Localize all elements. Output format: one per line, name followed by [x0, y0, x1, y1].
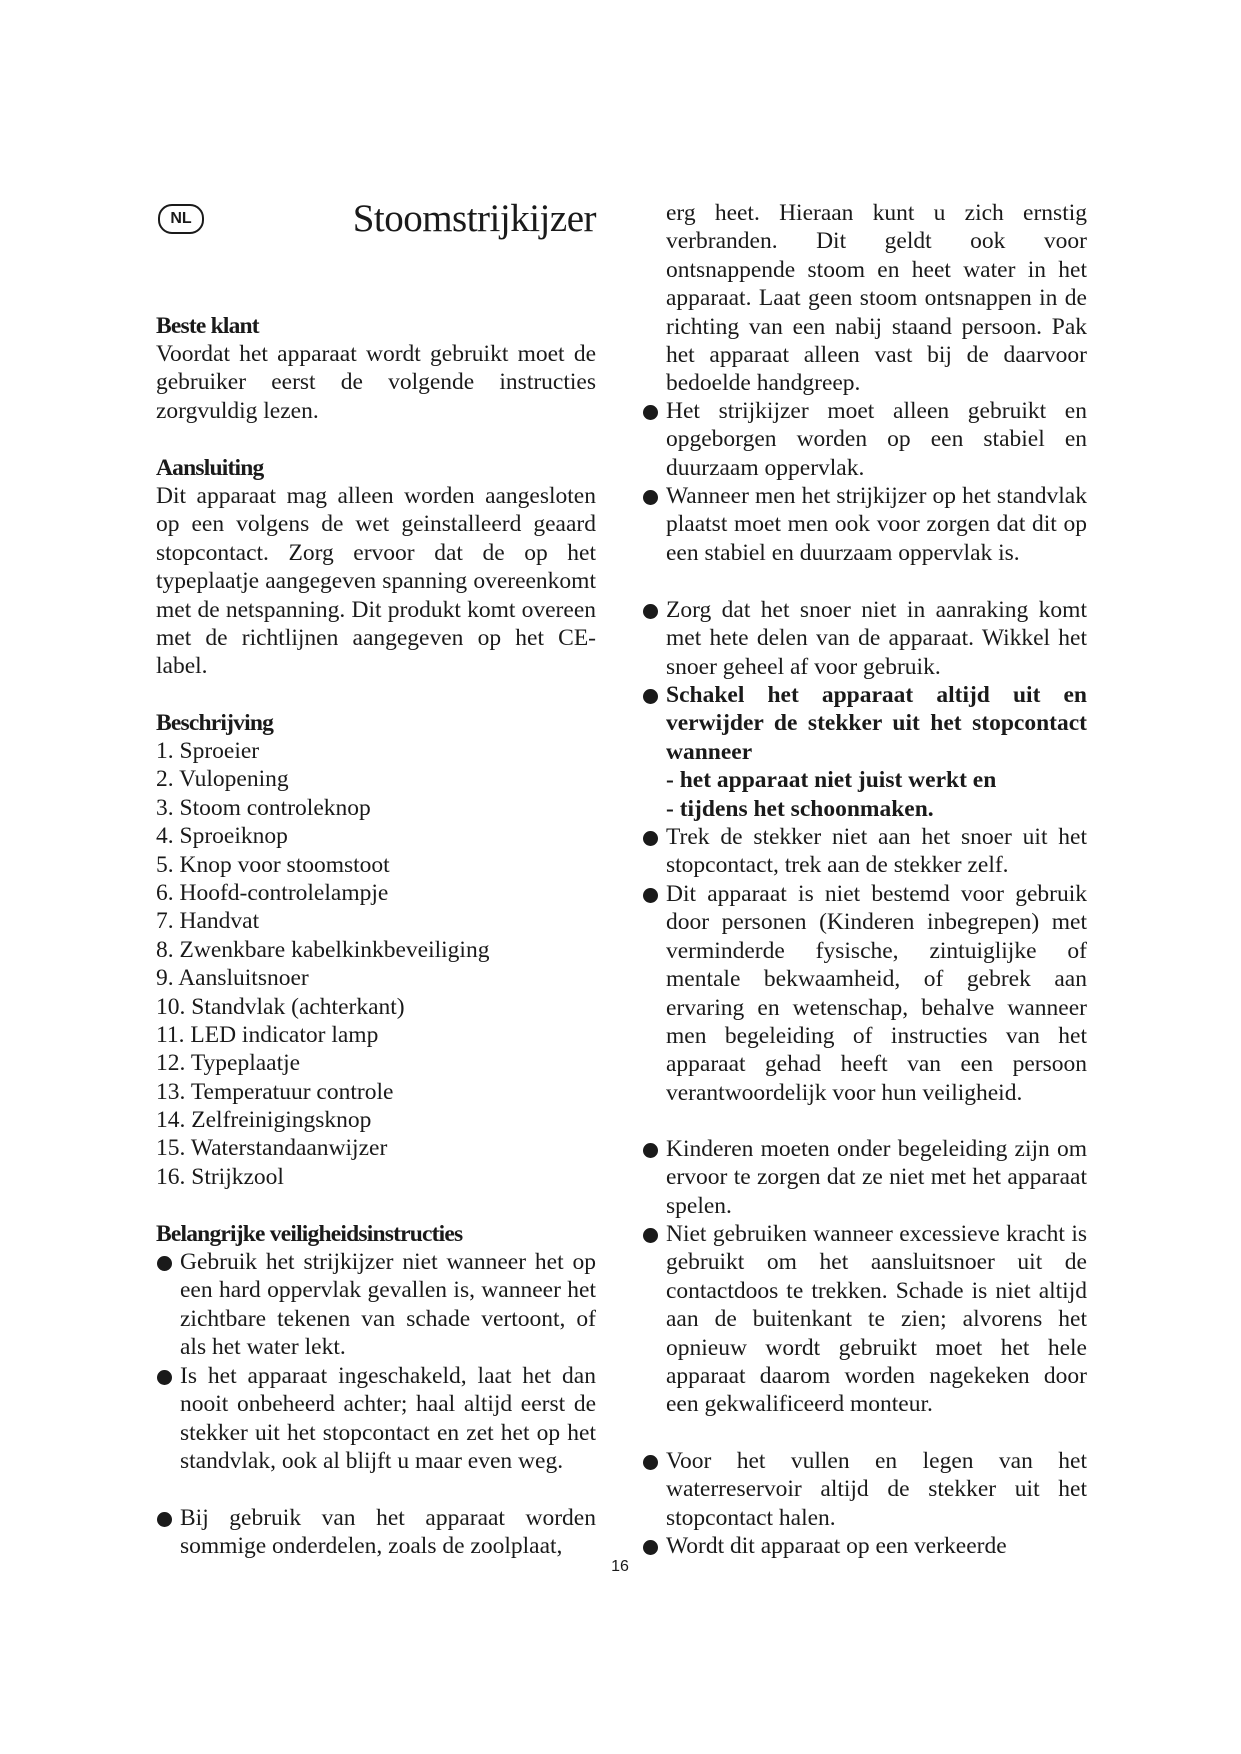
safety-bullet [642, 1447, 1087, 1532]
bullet-icon [643, 888, 658, 903]
bullet-icon [643, 604, 658, 619]
safety-bullet-bold [642, 681, 1087, 823]
safety-bullet [642, 880, 1087, 1107]
bullet-text: Gebruik het strijkijzer niet wanneer het op een hard oppervlak gevallen is, wanneer het zichtbare tekenen van schade vertoont, of als het water lekt. [180, 1249, 596, 1361]
bullet-text: Zorg dat het snoer niet in aanraking komt met hete delen van de apparaat. Wikkel het snoer geheel af voor gebruik. [666, 597, 1087, 680]
bullet-text: Wanneer men het strijkijzer op het standvlak plaatst moet men ook voor zorgen dat dit op een stabiel en duurzaam oppervlak is. [666, 483, 1087, 566]
safety-heading: Belangrijke veiligheidsinstructies [156, 1221, 463, 1247]
bullet-subitem: - tijdens het schoonmaken. [666, 795, 934, 822]
safety-bullet [642, 1135, 1087, 1220]
bullet-icon [643, 1143, 658, 1158]
list-item: 2. Vulopening [156, 766, 289, 793]
bullet-icon [643, 1228, 658, 1243]
language-badge: NL [158, 204, 204, 234]
safety-bullet [156, 1362, 596, 1476]
connection-heading: Aansluiting [156, 455, 264, 481]
list-item: 1. Sproeier [156, 738, 260, 764]
bullet-icon [643, 405, 658, 420]
list-item: 15. Waterstandaanwijzer [156, 1135, 388, 1162]
safety-bullet [642, 1220, 1087, 1419]
page-title: Stoomstrijkijzer [352, 197, 596, 240]
list-item: 13. Temperatuur controle [156, 1078, 394, 1105]
bullet-text: Schakel het apparaat altijd uit en verwijder de stekker uit het stopcontact wanneer [666, 682, 1087, 765]
bullet-icon [157, 1512, 172, 1527]
safety-bullet [642, 397, 1087, 482]
bullet-text: Het strijkijzer moet alleen gebruikt en opgeborgen worden op een stabiel en duurzaam oppervlak. [666, 398, 1087, 481]
bullet-text: Dit apparaat is niet bestemd voor gebruik door personen (Kinderen inbegrepen) met verminderde fysische, zintuiglijke of mentale bekwaamheid, of gebrek aan ervaring en wetenschap, behalve wanneer men begeleiding of instructies van het apparaat gehad heeft van een persoon verantwoordelijk voor hun veiligheid. [666, 881, 1087, 1106]
list-item: 5. Knop voor stoomstoot [156, 851, 390, 878]
bullet-icon [643, 1455, 658, 1470]
safety-bullet [642, 596, 1087, 681]
list-item: 6. Hoofd-controlelampje [156, 879, 389, 906]
bullet-icon [643, 490, 658, 505]
bullet-icon [643, 831, 658, 846]
list-item: 4. Sproeiknop [156, 823, 288, 850]
list-item: 11. LED indicator lamp [156, 1021, 379, 1048]
bullet-text: Kinderen moeten onder begeleiding zijn om ervoor te zorgen dat ze niet met het apparaat spelen. [666, 1136, 1087, 1219]
intro-heading: Beste klant [156, 313, 259, 339]
bullet-text: Is het apparaat ingeschakeld, laat het dan nooit onbeheerd achter; haal altijd eerst de stekker uit het stopcontact en zet het op het standvlak, ook al blijft u maar even weg. [180, 1363, 596, 1475]
list-item: 12. Typeplaatje [156, 1050, 301, 1077]
bullet-text: Niet gebruiken wanneer excessieve kracht is gebruikt om het aansluitsnoer uit de contactdoos te trekken. Schade is niet altijd aan de buitenkant te zien; alvorens het opnieuw wordt gebruikt moet het hele apparaat daarom worden nagekeken door een gekwalificeerd monteur. [666, 1221, 1087, 1418]
list-item: 3. Stoom controleknop [156, 794, 371, 821]
safety-bullet [642, 482, 1087, 567]
bullet-text: Wordt dit apparaat op een verkeerde [666, 1533, 1007, 1559]
list-item: 7. Handvat [156, 908, 260, 935]
bullet-icon [643, 1540, 658, 1555]
bullet-text: Trek de stekker niet aan het snoer uit het stopcontact, trek aan de stekker zelf. [666, 824, 1087, 879]
description-heading: Beschrijving [156, 710, 274, 736]
safety-bullet [642, 823, 1087, 880]
list-item: 8. Zwenkbare kabelkinkbeveiliging [156, 936, 490, 963]
continued-text: erg heet. Hieraan kunt u zich ernstig verbranden. Dit geldt ook voor ontsnappende stoom en heet water in het apparaat. Laat geen stoom ontsnappen in de richting van een nabij staand persoon. Pak het apparaat alleen vast bij de daarvoor bedoelde handgreep. [666, 200, 1087, 397]
connection-text: Dit apparaat mag alleen worden aangesloten op een volgens de wet geinstalleerd geaard stopcontact. Zorg ervoor dat de op het typeplaatje aangegeven spanning overeenkomt met de netspanning. Dit produkt komt overeen met de richtlijnen aangegeven op het CE-label. [156, 483, 596, 680]
list-item: 14. Zelfreinigingsknop [156, 1107, 372, 1134]
bullet-icon [643, 689, 658, 704]
bullet-icon [157, 1370, 172, 1385]
safety-bullet [642, 1532, 1087, 1560]
safety-bullet [156, 1504, 596, 1561]
list-item: 16. Strijkzool [156, 1163, 284, 1190]
bullet-icon [157, 1256, 172, 1271]
parts-list [156, 737, 596, 1191]
intro-text: Voordat het apparaat wordt gebruikt moet de gebruiker eerst de volgende instructies zorgvuldig lezen. [156, 341, 596, 424]
bullet-subitem: - het apparaat niet juist werkt en [666, 767, 997, 794]
list-item: 10. Standvlak (achterkant) [156, 993, 405, 1020]
list-item: 9. Aansluitsnoer [156, 965, 309, 992]
safety-bullet [156, 1248, 596, 1362]
bullet-text: Bij gebruik van het apparaat worden sommige onderdelen, zoals de zoolplaat, [180, 1505, 596, 1560]
bullet-text: Voor het vullen en legen van het waterreservoir altijd de stekker uit het stopcontact halen. [666, 1448, 1087, 1531]
page-number: 16 [611, 1558, 629, 1575]
